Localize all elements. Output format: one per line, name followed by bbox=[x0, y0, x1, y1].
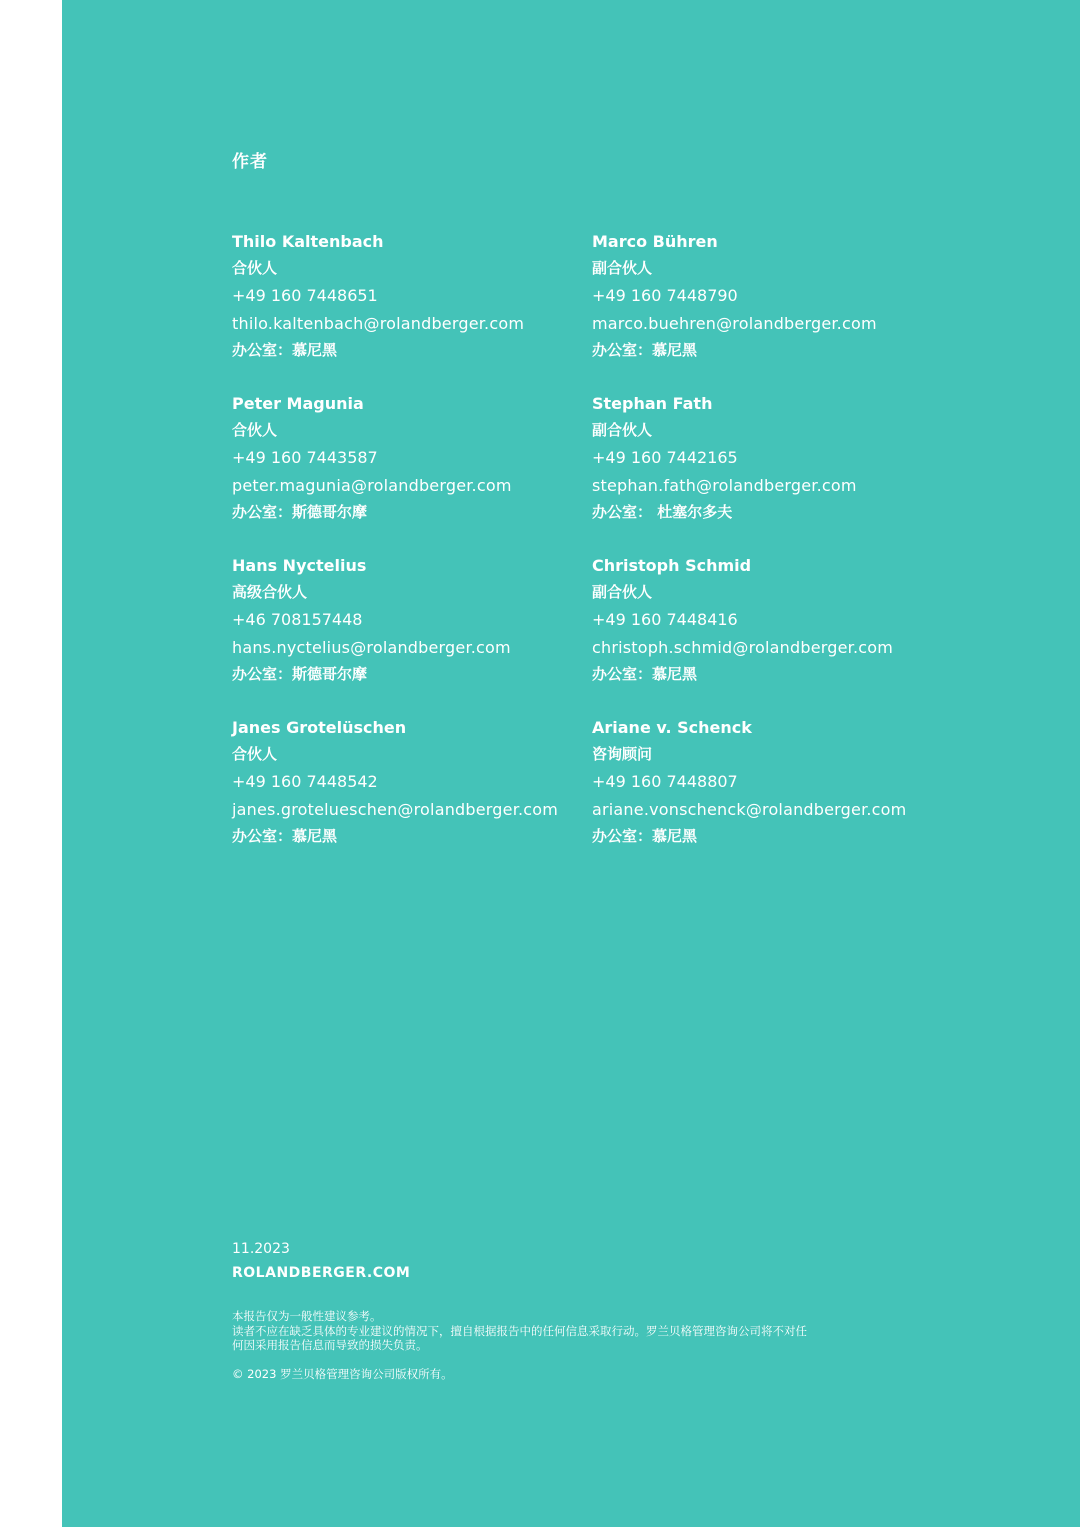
author-card bbox=[232, 228, 592, 364]
author-email[interactable]: christoph.schmid@rolandberger.com bbox=[592, 637, 894, 657]
author-card bbox=[592, 228, 1012, 364]
author-card bbox=[232, 390, 592, 526]
author-phone: +49 160 7448542 bbox=[232, 772, 378, 792]
author-role: 副合伙人 bbox=[592, 583, 653, 602]
author-phone: +49 160 7448790 bbox=[592, 286, 738, 306]
disclaimer bbox=[232, 1309, 992, 1353]
author-email[interactable]: thilo.kaltenbach@rolandberger.com bbox=[232, 313, 525, 333]
author-email[interactable]: janes.grotelueschen@rolandberger.com bbox=[232, 799, 559, 819]
author-name: Thilo Kaltenbach bbox=[232, 232, 384, 251]
page-background bbox=[62, 0, 1080, 1527]
author-name: Christoph Schmid bbox=[592, 556, 752, 576]
author-card bbox=[592, 390, 1012, 526]
author-office: 办公室： 杜塞尔多夫 bbox=[592, 502, 733, 521]
copyright-notice: © 2023 罗兰贝格管理咨询公司版权所有。 bbox=[232, 1366, 453, 1381]
author-role: 合伙人 bbox=[232, 259, 278, 278]
website-link[interactable]: ROLANDBERGER.COM bbox=[232, 1265, 411, 1281]
footer bbox=[232, 1238, 992, 1382]
author-office: 办公室：慕尼黑 bbox=[592, 340, 698, 359]
author-email[interactable]: marco.buehren@rolandberger.com bbox=[592, 313, 877, 333]
author-role: 合伙人 bbox=[232, 745, 278, 764]
author-office: 办公室：慕尼黑 bbox=[592, 664, 698, 683]
publication-date: 11.2023 bbox=[232, 1241, 290, 1257]
author-office: 办公室：慕尼黑 bbox=[592, 826, 698, 845]
author-role: 高级合伙人 bbox=[232, 583, 308, 602]
disclaimer-line: 读者不应在缺乏具体的专业建议的情况下，擅自根据报告中的任何信息采取行动。罗兰贝格管理咨询公司将不对任 bbox=[232, 1323, 807, 1338]
author-name: Ariane v. Schenck bbox=[592, 718, 752, 738]
author-email[interactable]: stephan.fath@rolandberger.com bbox=[592, 475, 857, 495]
author-card bbox=[232, 552, 592, 688]
author-role: 咨询顾问 bbox=[592, 745, 653, 764]
author-card bbox=[592, 552, 1012, 688]
disclaimer-line: 何因采用报告信息而导致的损失负责。 bbox=[232, 1338, 428, 1352]
author-card bbox=[232, 714, 592, 850]
author-office: 办公室：斯德哥尔摩 bbox=[232, 502, 368, 521]
author-phone: +49 160 7448651 bbox=[232, 286, 378, 306]
author-phone: +49 160 7443587 bbox=[232, 448, 378, 468]
author-email[interactable]: peter.magunia@rolandberger.com bbox=[232, 475, 512, 495]
author-office: 办公室：慕尼黑 bbox=[232, 340, 338, 359]
author-role: 合伙人 bbox=[232, 421, 278, 440]
author-card bbox=[592, 714, 1012, 850]
author-name: Stephan Fath bbox=[592, 394, 713, 414]
author-phone: +49 160 7442165 bbox=[592, 448, 738, 468]
author-phone: +49 160 7448416 bbox=[592, 610, 738, 630]
author-name: Hans Nyctelius bbox=[232, 556, 367, 576]
author-name: Janes Grotelüschen bbox=[232, 718, 407, 738]
author-email[interactable]: hans.nyctelius@rolandberger.com bbox=[232, 637, 511, 657]
author-role: 副合伙人 bbox=[592, 259, 653, 278]
author-role: 副合伙人 bbox=[592, 421, 653, 440]
author-phone: +49 160 7448807 bbox=[592, 772, 738, 792]
author-email[interactable]: ariane.vonschenck@rolandberger.com bbox=[592, 799, 907, 819]
author-office: 办公室：慕尼黑 bbox=[232, 826, 338, 845]
author-name: Peter Magunia bbox=[232, 394, 364, 414]
authors-heading: 作者 bbox=[232, 152, 268, 172]
author-name: Marco Bühren bbox=[592, 232, 718, 251]
author-office: 办公室：斯德哥尔摩 bbox=[232, 664, 368, 683]
disclaimer-line: 本报告仅为一般性建议参考。 bbox=[232, 1309, 382, 1323]
author-phone: +46 708157448 bbox=[232, 610, 363, 630]
authors-grid bbox=[232, 228, 1012, 850]
